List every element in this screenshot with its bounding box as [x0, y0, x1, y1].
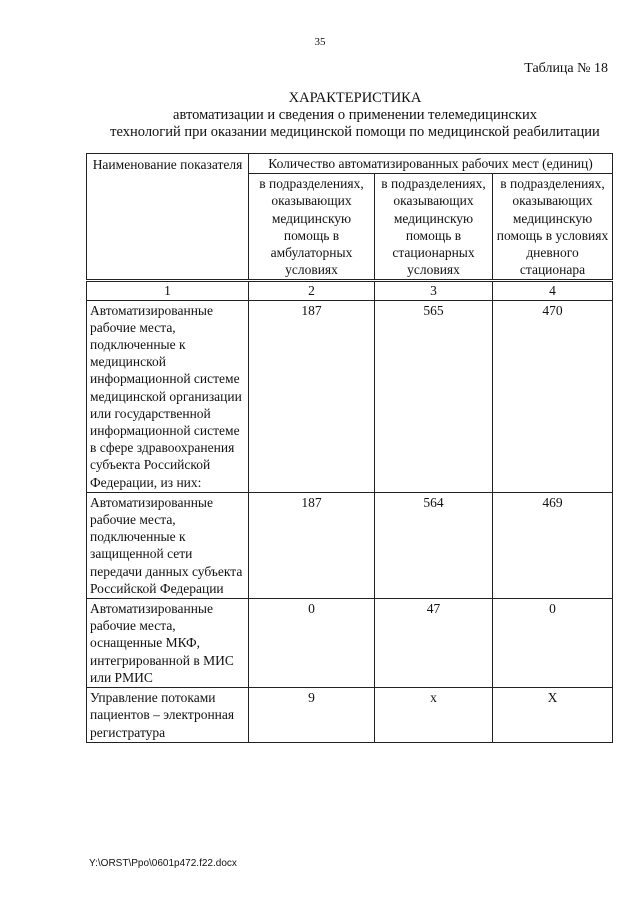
cell-day-hospital: Х: [493, 688, 613, 743]
column-number-2: 2: [249, 282, 375, 300]
header-indicator-name: Наименование показателя: [87, 154, 249, 280]
title-subtitle-line-1: автоматизации и сведения о применении телемедицинских: [173, 107, 537, 123]
header-day-hospital: в подразделениях, оказывающих медицинскую помощь в условиях дневного стационара: [493, 174, 613, 280]
table-label: Таблица № 18: [524, 61, 608, 76]
cell-inpatient: х: [375, 688, 493, 743]
page-number: 35: [314, 36, 326, 48]
footer-file-path: Y:\ORST\Ppo\0601p472.f22.docx: [89, 858, 237, 869]
row-label: Автоматизированные рабочие места, подключенные к защищенной сети передачи данных субъекта Российской Федерации: [87, 492, 249, 598]
cell-day-hospital: 0: [493, 599, 613, 688]
cell-outpatient: 187: [249, 300, 375, 492]
table-row: [87, 688, 613, 743]
header-outpatient: в подразделениях, оказывающих медицинскую помощь в амбулаторных условиях: [249, 174, 375, 280]
table-row: [87, 599, 613, 688]
title-heading: ХАРАКТЕРИСТИКА: [288, 90, 422, 106]
cell-day-hospital: 469: [493, 492, 613, 598]
cell-inpatient: 47: [375, 599, 493, 688]
automation-table: [86, 153, 613, 743]
cell-inpatient: 565: [375, 300, 493, 492]
cell-outpatient: 9: [249, 688, 375, 743]
document-title: [80, 90, 630, 141]
header-inpatient: в подразделениях, оказывающих медицинскую помощь в стационарных условиях: [375, 174, 493, 280]
cell-outpatient: 0: [249, 599, 375, 688]
cell-outpatient: 187: [249, 492, 375, 598]
row-label: Автоматизированные рабочие места, оснащенные МКФ, интегрированной в МИС или РМИС: [87, 599, 249, 688]
column-number-3: 3: [375, 282, 493, 300]
cell-inpatient: 564: [375, 492, 493, 598]
table-row: [87, 492, 613, 598]
column-number-1: 1: [87, 282, 249, 300]
table-row: [87, 300, 613, 492]
column-number-4: 4: [493, 282, 613, 300]
cell-day-hospital: 470: [493, 300, 613, 492]
row-label: Управление потоками пациентов – электронная регистратура: [87, 688, 249, 743]
column-number-row: [87, 282, 613, 300]
header-group-workstations: Количество автоматизированных рабочих мест (единиц): [249, 154, 613, 174]
row-label: Автоматизированные рабочие места, подключенные к медицинской информационной системе медицинской организации или государственной информационной системе в сфере здравоохранения субъекта Российской Федерации, из них:: [87, 300, 249, 492]
title-subtitle-line-2: технологий при оказании медицинской помощи по медицинской реабилитации: [110, 124, 600, 140]
